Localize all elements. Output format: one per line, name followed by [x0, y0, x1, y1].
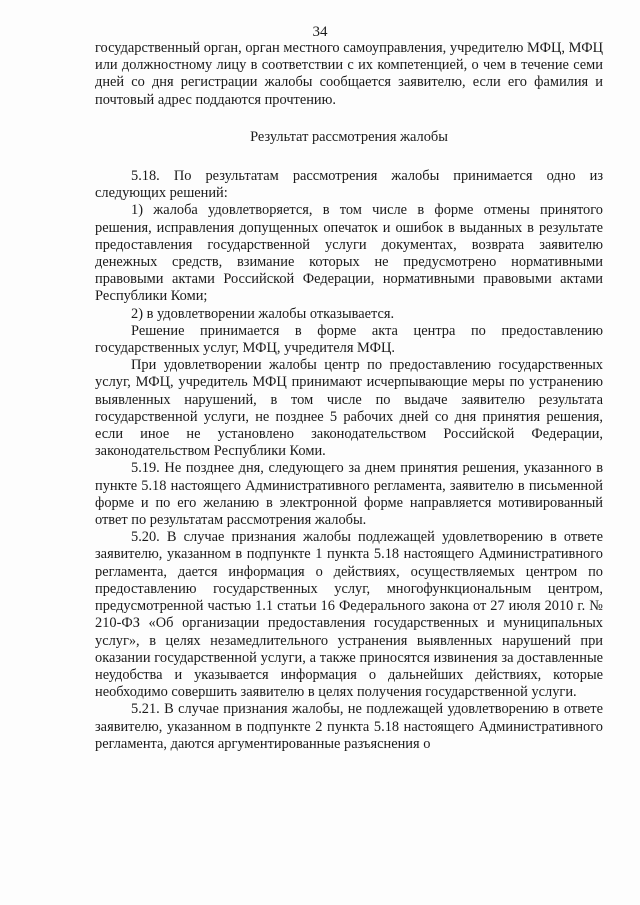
- paragraph-5-19: 5.19. Не позднее дня, следующего за днем принятия решения, указанного в пункте 5.18 настоящего Административного регламента, заявителю в письменной форме и по его желанию в электронной форме направляется мотивированный ответ по результатам рассмотрения жалобы.: [95, 460, 603, 529]
- paragraph-5-18-item-2: 2) в удовлетворении жалобы отказывается.: [131, 305, 395, 322]
- document-body: [95, 40, 603, 753]
- intro-paragraph: государственный орган, орган местного самоуправления, учредителю МФЦ, МФЦ или должностному лицу в соответствии с их компетенцией, о чем в течение семи дней со дня регистрации жалобы сообщается заявителю, если его фамилия и почтовый адрес поддаются прочтению.: [95, 40, 603, 108]
- paragraph-5-18: 5.18. По результатам рассмотрения жалобы принимается одно из следующих решений:: [95, 168, 603, 202]
- paragraph-decision: Решение принимается в форме акта центра по предоставлению государственных услуг, МФЦ, учредителя МФЦ.: [95, 322, 603, 357]
- paragraph-5-21: 5.21. В случае признания жалобы, не подлежащей удовлетворению в ответе заявителю, указанном в подпункте 2 пункта 5.18 настоящего Административного регламента, даются аргументированные разъяснения о: [95, 701, 603, 752]
- paragraph-satisfaction: При удовлетворении жалобы центр по предоставлению государственных услуг, МФЦ, учредитель МФЦ принимают исчерпывающие меры по устранению выявленных нарушений, в том числе по выдаче заявителю результата государственной услуги, не позднее 5 рабочих дней со дня принятия решения, если иное не установлено законодательством Российской Федерации, законодательством Республики Коми.: [95, 357, 603, 460]
- page-number: 34: [312, 24, 328, 40]
- section-heading: Результат рассмотрения жалобы: [250, 128, 448, 145]
- paragraph-5-20: 5.20. В случае признания жалобы подлежащей удовлетворению в ответе заявителю, указанном в подпункте 1 пункта 5.18 настоящего Административного регламента, дается информация о действиях, осуществляемых центром по предоставлению государственных услуг, многофункциональным центром, предусмотренной частью 1.1 статьи 16 Федерального закона от 27 июля 2010 г. № 210-ФЗ «Об организации предоставления государственных и муниципальных услуг», в целях незамедлительного устранения выявленных нарушений при оказании государственной услуги, а также приносятся извинения за доставленные неудобства и указывается информация о дальнейших действиях, которые необходимо совершить заявителю в целях получения государственной услуги.: [95, 529, 603, 701]
- paragraph-5-18-item-1: 1) жалоба удовлетворяется, в том числе в форме отмены принятого решения, исправления допущенных опечаток и ошибок в выданных в результате предоставления государственной услуги документах, возврата заявителю денежных средств, взимание которых не предусмотрено нормативными правовыми актами Российской Федерации, нормативными правовыми актами Республики Коми;: [95, 202, 603, 305]
